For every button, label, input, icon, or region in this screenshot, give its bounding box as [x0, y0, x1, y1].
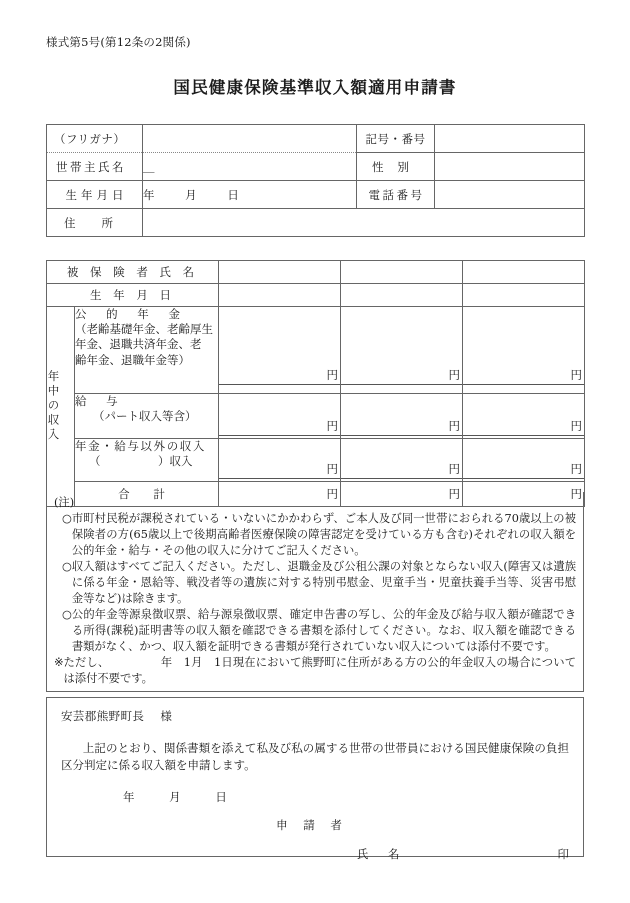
field-furigana[interactable] [143, 125, 357, 153]
birth-month-unit: 月 [185, 187, 198, 202]
note-item-exception [54, 655, 576, 687]
currency-unit: 円 [448, 419, 460, 433]
addressee-name: 安芸郡熊野町長 [61, 709, 145, 723]
applicant-table [46, 124, 585, 237]
field-pension-2[interactable] [341, 307, 463, 394]
note-bullet: ○ [62, 608, 72, 622]
table-row [47, 307, 585, 394]
currency-unit: 円 [448, 368, 460, 382]
field-insured-birth-3[interactable] [463, 284, 585, 307]
note-text: ただし、 年 1月 1日現在において熊野町に住所がある方の公的年金収入の場合については添付不要です。 [63, 656, 576, 686]
field-pension-3[interactable] [463, 307, 585, 394]
label-symbol-number: 記号・番号 [357, 125, 435, 153]
category-pension: 公 的 年 金 （老齢基礎年金、老齢厚生 年金、退職共済年金、老 齢年金、退職年金等） [75, 307, 219, 394]
note-asterisk: ※ [54, 656, 64, 670]
field-householder-name[interactable]: ＿ [143, 153, 357, 181]
field-insured-birth-1[interactable] [219, 284, 341, 307]
category-salary: 給 与 （パート収入等含） [75, 394, 219, 439]
table-row [47, 125, 585, 153]
declaration-section [46, 697, 584, 861]
label-birth-date: 生年月日 [47, 181, 143, 209]
field-birth-date[interactable] [143, 181, 357, 209]
label-phone: 電話番号 [357, 181, 435, 209]
note-text: 市町村民税が課税されている・いないにかかわらず、ご本人及び同一世帯におられる70歳以上の被保険者の方(65歳以上で後期高齢者医療保険の障害認定を受けている方も含む)それぞれの収入額を公的年金・給与・その他の収入に分けてご記入ください。 [71, 512, 576, 558]
form-code: 様式第5号(第12条の2関係) [46, 35, 191, 49]
label-total: 合 計 [75, 482, 219, 507]
field-phone[interactable] [435, 181, 585, 209]
field-address[interactable] [143, 209, 585, 237]
field-other-2[interactable] [341, 439, 463, 482]
currency-unit: 円 [570, 419, 582, 433]
label-householder-name: 世帯主氏名 [47, 153, 143, 181]
note-item [54, 511, 576, 559]
label-insured-name: 被 保 険 者 氏 名 [47, 261, 219, 284]
page-title: 国民健康保険基準収入額適用申請書 [173, 78, 457, 97]
label-furigana: （フリガナ） [47, 125, 143, 153]
currency-unit: 円 [448, 462, 460, 476]
field-other-1[interactable] [219, 439, 341, 482]
table-row [47, 181, 585, 209]
field-salary-2[interactable] [341, 394, 463, 439]
seal-label[interactable]: 印 [557, 846, 569, 861]
field-symbol-number[interactable] [435, 125, 585, 153]
table-row [47, 394, 585, 439]
applicant-label: 申 請 者 [276, 817, 348, 832]
field-salary-3[interactable] [463, 394, 585, 439]
label-address: 住所 [47, 209, 143, 237]
currency-unit: 円 [326, 368, 338, 382]
income-table [46, 260, 585, 507]
declaration-day-unit: 日 [215, 789, 228, 804]
label-sex: 性別 [357, 153, 435, 181]
currency-unit: 円 [326, 487, 338, 501]
field-insured-name-3[interactable] [463, 261, 585, 284]
category-pension-detail-2: 年金、退職共済年金、老 [75, 337, 202, 352]
note-bullet: ○ [62, 512, 72, 526]
notes-section [46, 492, 584, 692]
signature-line [61, 846, 569, 862]
note-item [54, 559, 576, 607]
table-row [47, 284, 585, 307]
name-label: 氏 名 [356, 846, 408, 861]
field-insured-name-2[interactable] [341, 261, 463, 284]
declaration-year-unit: 年 [123, 789, 135, 804]
currency-unit: 円 [570, 462, 582, 476]
currency-unit: 円 [570, 487, 582, 501]
currency-unit: 円 [570, 368, 582, 382]
addressee-honorific: 様 [160, 709, 173, 723]
note-text: 公的年金等源泉徴収票、給与源泉徴収票、確定申告書の写し、公的年金及び給与収入額が確認できる所得(課税)証明書等の収入額を確認できる書類を添付してください。なお、収入額を確認できる書類がなく、かつ、収入額を証明できる書類が発行されていない収入については添付不要です。 [71, 608, 576, 654]
field-other-3[interactable] [463, 439, 585, 482]
currency-unit: 円 [326, 419, 338, 433]
field-pension-1[interactable] [219, 307, 341, 394]
table-row [47, 209, 585, 237]
currency-unit: 円 [326, 462, 338, 476]
field-sex[interactable] [435, 153, 585, 181]
note-text: 収入額はすべてご記入ください。ただし、退職金及び公租公課の対象とならない収入(障害又は遺族に係る年金・恩給等、戦没者等の遺族に対する特別弔慰金、児童手当・児童扶養手当等、災害弔慰金等など)は除きます。 [71, 560, 576, 606]
notes-heading: (注) [54, 496, 75, 509]
field-salary-1[interactable] [219, 394, 341, 439]
label-annual-income-side: 年中の収入 [47, 307, 75, 507]
field-insured-birth-2[interactable] [341, 284, 463, 307]
birth-day-unit: 日 [227, 187, 240, 202]
category-other: 年金・給与以外の収入 （ ）収入 [75, 439, 219, 482]
note-item [54, 607, 576, 655]
table-row [47, 153, 585, 181]
field-insured-name-1[interactable] [219, 261, 341, 284]
birth-year-unit: 年 [143, 187, 155, 202]
note-bullet: ○ [62, 560, 72, 574]
currency-unit: 円 [448, 487, 460, 501]
declaration-text: 上記のとおり、関係書類を添えて私及び私の属する世帯の世帯員における国民健康保険の負担区分判定に係る収入額を申請します。 [61, 741, 569, 773]
category-salary-detail-1: （パート収入等含） [93, 409, 197, 424]
table-row [47, 439, 585, 482]
declaration-date[interactable] [61, 789, 569, 805]
declaration-month-unit: 月 [169, 789, 182, 804]
table-row [47, 261, 585, 284]
category-pension-detail-1: （老齢基礎年金、老齢厚生 [75, 322, 213, 337]
addressee-line [61, 708, 569, 724]
category-pension-detail-3: 齢年金、退職年金等） [75, 352, 190, 367]
label-insured-birth-date: 生 年 月 日 [47, 284, 219, 307]
category-other-detail-1: （ ）収入 [89, 454, 193, 469]
